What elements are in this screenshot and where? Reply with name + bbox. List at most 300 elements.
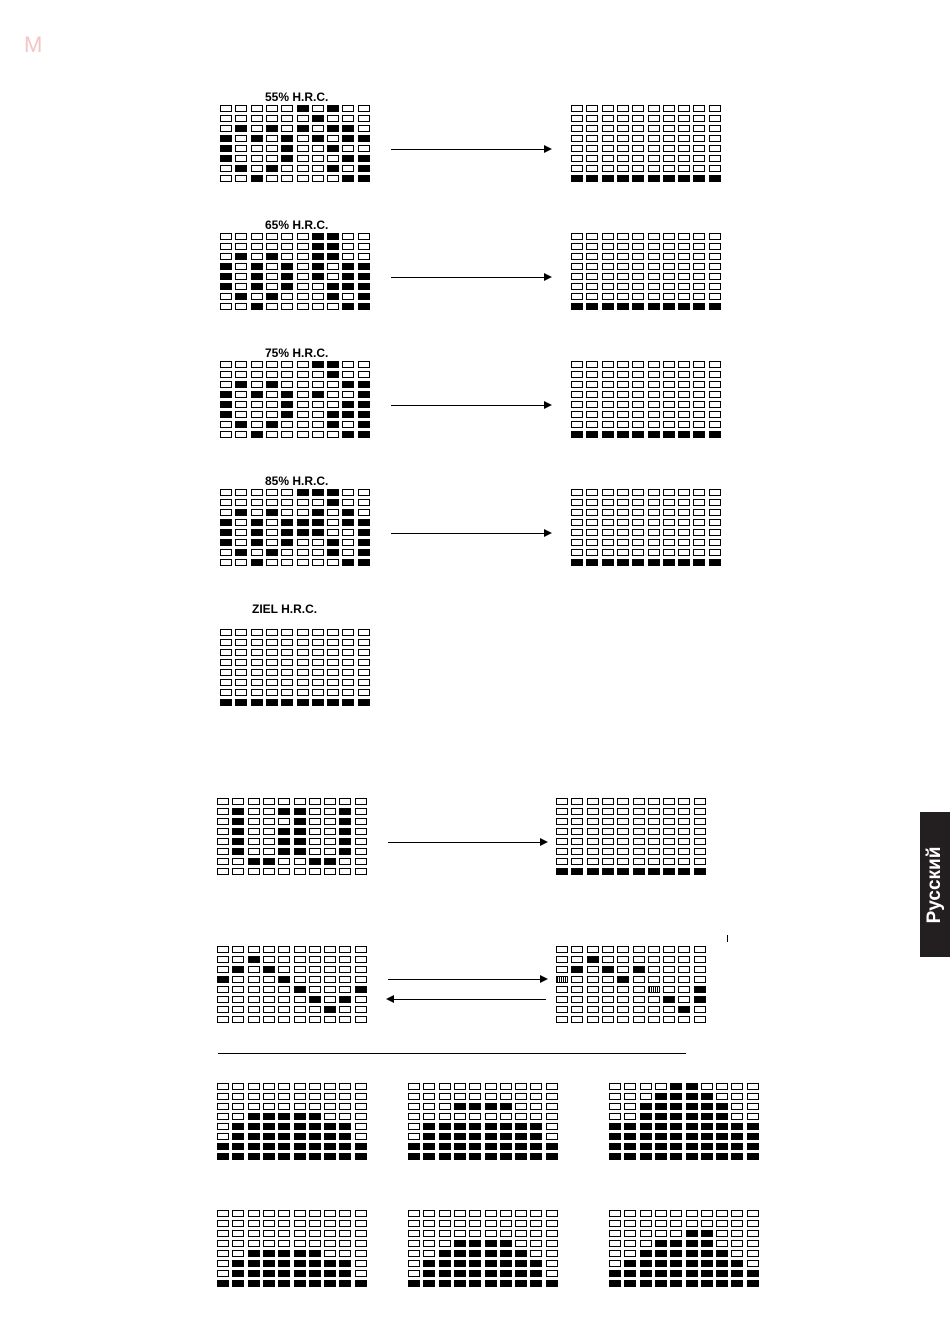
led-segment xyxy=(454,1113,466,1120)
led-segment xyxy=(408,1250,420,1257)
led-segment xyxy=(485,1240,497,1247)
led-segment xyxy=(571,165,583,172)
led-segment xyxy=(515,1143,527,1150)
led-segment xyxy=(648,848,660,855)
led-segment xyxy=(693,263,705,270)
led-segment xyxy=(324,838,336,845)
led-segment xyxy=(640,1153,652,1160)
led-segment xyxy=(312,411,324,418)
led-segment xyxy=(632,549,644,556)
led-segment xyxy=(248,1006,260,1013)
led-segment xyxy=(309,1220,321,1227)
led-segment xyxy=(294,946,306,953)
led-segment xyxy=(232,1230,244,1237)
led-segment xyxy=(500,1093,512,1100)
led-segment xyxy=(632,361,644,368)
led-segment xyxy=(556,966,568,973)
led-segment xyxy=(694,966,706,973)
led-segment xyxy=(586,233,598,240)
led-segment xyxy=(731,1270,743,1277)
led-segment xyxy=(217,818,229,825)
led-segment xyxy=(263,1280,275,1287)
led-segment xyxy=(701,1260,713,1267)
led-segment xyxy=(678,175,690,182)
led-segment xyxy=(655,1280,667,1287)
led-segment xyxy=(747,1093,759,1100)
led-segment xyxy=(294,1260,306,1267)
led-segment xyxy=(648,175,660,182)
led-segment xyxy=(232,1240,244,1247)
led-segment xyxy=(678,361,690,368)
led-segment xyxy=(327,649,339,656)
led-segment xyxy=(342,659,354,666)
led-segment xyxy=(633,828,645,835)
led-segment xyxy=(571,529,583,536)
led-segment xyxy=(355,1093,367,1100)
led-segment xyxy=(309,1210,321,1217)
led-segment xyxy=(571,293,583,300)
led-segment xyxy=(530,1123,542,1130)
led-segment xyxy=(220,253,232,260)
led-segment xyxy=(232,1210,244,1217)
led-segment xyxy=(716,1153,728,1160)
led-segment xyxy=(235,529,247,536)
led-segment xyxy=(693,125,705,132)
led-segment xyxy=(747,1113,759,1120)
led-segment xyxy=(439,1083,451,1090)
led-segment xyxy=(327,263,339,270)
led-segment xyxy=(266,669,278,676)
led-segment xyxy=(312,529,324,536)
led-segment xyxy=(248,1270,260,1277)
led-segment xyxy=(297,411,309,418)
led-segment xyxy=(602,431,614,438)
led-segment xyxy=(587,808,599,815)
led-segment xyxy=(324,1210,336,1217)
led-segment xyxy=(670,1113,682,1120)
led-segment xyxy=(716,1260,728,1267)
led-segment xyxy=(232,966,244,973)
led-segment xyxy=(747,1210,759,1217)
led-segment xyxy=(602,165,614,172)
led-segment xyxy=(248,848,260,855)
led-segment xyxy=(655,1240,667,1247)
led-segment xyxy=(640,1230,652,1237)
led-segment xyxy=(309,1143,321,1150)
led-segment xyxy=(358,669,370,676)
led-segment xyxy=(339,1006,351,1013)
led-segment xyxy=(339,976,351,983)
led-segment xyxy=(312,649,324,656)
led-segment xyxy=(251,529,263,536)
led-segment xyxy=(602,509,614,516)
led-segment xyxy=(251,509,263,516)
led-segment xyxy=(678,539,690,546)
led-segment xyxy=(633,956,645,963)
led-segment xyxy=(220,529,232,536)
led-segment xyxy=(640,1133,652,1140)
led-segment xyxy=(693,145,705,152)
led-segment xyxy=(500,1220,512,1227)
led-segment xyxy=(312,659,324,666)
led-segment xyxy=(278,946,290,953)
led-segment xyxy=(355,976,367,983)
led-segment xyxy=(716,1270,728,1277)
led-segment xyxy=(220,145,232,152)
led-segment xyxy=(309,838,321,845)
led-segment xyxy=(571,828,583,835)
led-segment xyxy=(602,105,614,112)
led-segment xyxy=(515,1153,527,1160)
led-segment xyxy=(587,956,599,963)
led-segment xyxy=(263,1133,275,1140)
led-segment xyxy=(617,165,629,172)
led-segment xyxy=(648,976,660,983)
led-segment xyxy=(586,125,598,132)
led-segment xyxy=(324,798,336,805)
led-segment xyxy=(339,1123,351,1130)
led-segment xyxy=(686,1280,698,1287)
led-segment xyxy=(731,1113,743,1120)
led-segment xyxy=(312,669,324,676)
led-segment xyxy=(701,1123,713,1130)
led-segment xyxy=(454,1260,466,1267)
led-segment xyxy=(327,529,339,536)
led-segment xyxy=(281,293,293,300)
led-segment xyxy=(678,828,690,835)
led-segment xyxy=(263,1230,275,1237)
led-segment xyxy=(617,818,629,825)
led-segment xyxy=(632,125,644,132)
led-segment xyxy=(678,996,690,1003)
led-segment xyxy=(342,115,354,122)
led-segment xyxy=(709,371,721,378)
led-segment xyxy=(678,381,690,388)
led-segment xyxy=(232,828,244,835)
led-segment xyxy=(312,293,324,300)
led-segment xyxy=(281,659,293,666)
led-segment xyxy=(617,996,629,1003)
led-segment xyxy=(747,1270,759,1277)
led-segment xyxy=(678,559,690,566)
led-segment xyxy=(266,639,278,646)
led-segment xyxy=(339,808,351,815)
led-segment xyxy=(294,976,306,983)
led-segment xyxy=(232,1280,244,1287)
led-segment xyxy=(586,361,598,368)
led-segment xyxy=(312,233,324,240)
led-segment xyxy=(693,431,705,438)
led-segment xyxy=(232,1103,244,1110)
led-segment xyxy=(624,1153,636,1160)
led-segment xyxy=(263,848,275,855)
led-segment xyxy=(571,838,583,845)
led-segment xyxy=(294,1123,306,1130)
led-segment xyxy=(632,431,644,438)
led-segment xyxy=(358,519,370,526)
led-segment xyxy=(220,509,232,516)
led-segment xyxy=(251,689,263,696)
led-segment xyxy=(297,699,309,706)
led-segment xyxy=(297,303,309,310)
led-segment xyxy=(235,489,247,496)
led-segment xyxy=(281,263,293,270)
led-segment xyxy=(408,1123,420,1130)
led-segment xyxy=(515,1113,527,1120)
led-segment xyxy=(263,956,275,963)
led-segment xyxy=(663,411,675,418)
led-segment xyxy=(617,559,629,566)
led-segment xyxy=(609,1153,621,1160)
led-segment xyxy=(694,1006,706,1013)
led-segment xyxy=(485,1220,497,1227)
led-segment xyxy=(235,669,247,676)
led-segment xyxy=(716,1103,728,1110)
led-segment xyxy=(235,689,247,696)
led-segment xyxy=(251,155,263,162)
led-segment xyxy=(571,401,583,408)
led-segment xyxy=(342,105,354,112)
led-segment xyxy=(232,1250,244,1257)
led-segment xyxy=(220,361,232,368)
led-segment xyxy=(355,1113,367,1120)
led-segment xyxy=(266,649,278,656)
led-segment xyxy=(342,175,354,182)
led-segment xyxy=(297,165,309,172)
led-segment xyxy=(602,135,614,142)
led-segment xyxy=(266,105,278,112)
led-segment xyxy=(266,273,278,280)
led-segment xyxy=(309,828,321,835)
led-segment xyxy=(632,499,644,506)
led-segment xyxy=(571,135,583,142)
led-segment xyxy=(232,1260,244,1267)
led-segment xyxy=(701,1250,713,1257)
led-segment xyxy=(469,1270,481,1277)
led-segment xyxy=(251,273,263,280)
led-segment xyxy=(355,848,367,855)
led-segment xyxy=(278,1153,290,1160)
led-segment xyxy=(617,966,629,973)
led-segment xyxy=(358,559,370,566)
led-segment xyxy=(297,381,309,388)
led-segment xyxy=(266,549,278,556)
led-segment xyxy=(693,155,705,162)
led-segment xyxy=(358,273,370,280)
led-segment xyxy=(617,105,629,112)
led-segment xyxy=(327,669,339,676)
led-segment xyxy=(602,293,614,300)
led-segment xyxy=(248,1083,260,1090)
led-segment xyxy=(602,391,614,398)
led-segment xyxy=(556,946,568,953)
led-segment xyxy=(640,1280,652,1287)
led-segment xyxy=(339,1240,351,1247)
led-segment xyxy=(327,273,339,280)
led-segment xyxy=(571,175,583,182)
led-segment xyxy=(586,243,598,250)
led-segment xyxy=(294,808,306,815)
led-segment xyxy=(571,115,583,122)
led-segment xyxy=(571,976,583,983)
led-segment xyxy=(648,946,660,953)
led-segment xyxy=(617,848,629,855)
led-segment xyxy=(663,243,675,250)
led-segment xyxy=(716,1143,728,1150)
led-segment xyxy=(716,1250,728,1257)
led-segment xyxy=(602,798,614,805)
led-segment xyxy=(294,1083,306,1090)
led-segment xyxy=(602,381,614,388)
led-segment xyxy=(294,828,306,835)
led-segment xyxy=(266,263,278,270)
led-segment xyxy=(358,549,370,556)
led-segment xyxy=(632,273,644,280)
led-segment xyxy=(546,1143,558,1150)
led-segment xyxy=(266,689,278,696)
led-segment xyxy=(602,1006,614,1013)
led-segment xyxy=(648,519,660,526)
led-segment xyxy=(294,1093,306,1100)
led-segment xyxy=(587,976,599,983)
led-segment xyxy=(423,1133,435,1140)
led-segment xyxy=(281,509,293,516)
led-segment xyxy=(617,371,629,378)
led-segment xyxy=(693,529,705,536)
led-segment xyxy=(278,1006,290,1013)
led-segment xyxy=(731,1153,743,1160)
led-segment xyxy=(324,1280,336,1287)
led-segment xyxy=(571,105,583,112)
led-segment xyxy=(716,1240,728,1247)
led-segment xyxy=(297,659,309,666)
led-segment xyxy=(232,798,244,805)
led-segment xyxy=(602,233,614,240)
led-segment xyxy=(617,868,629,875)
led-segment xyxy=(281,233,293,240)
led-segment xyxy=(731,1220,743,1227)
led-segment xyxy=(571,125,583,132)
led-segment xyxy=(220,519,232,526)
led-segment xyxy=(556,838,568,845)
led-segment xyxy=(678,966,690,973)
led-segment xyxy=(327,499,339,506)
led-segment xyxy=(686,1143,698,1150)
led-segment xyxy=(232,808,244,815)
led-segment xyxy=(263,838,275,845)
led-segment xyxy=(232,986,244,993)
led-segment xyxy=(324,828,336,835)
led-segment xyxy=(358,421,370,428)
led-segment xyxy=(324,1250,336,1257)
led-segment xyxy=(251,303,263,310)
led-segment xyxy=(571,808,583,815)
led-segment xyxy=(602,818,614,825)
led-segment xyxy=(220,263,232,270)
led-segment xyxy=(709,115,721,122)
led-segment xyxy=(747,1280,759,1287)
led-segment xyxy=(312,699,324,706)
led-segment xyxy=(701,1210,713,1217)
led-segment xyxy=(324,1153,336,1160)
led-segment xyxy=(709,303,721,310)
led-segment xyxy=(617,828,629,835)
led-segment xyxy=(648,499,660,506)
led-segment xyxy=(358,639,370,646)
led-segment xyxy=(251,115,263,122)
led-segment xyxy=(342,509,354,516)
led-segment xyxy=(248,996,260,1003)
led-segment xyxy=(648,135,660,142)
led-segment xyxy=(281,411,293,418)
led-segment xyxy=(408,1230,420,1237)
led-segment xyxy=(571,549,583,556)
led-segment xyxy=(235,411,247,418)
led-segment xyxy=(297,243,309,250)
led-segment xyxy=(586,391,598,398)
led-segment xyxy=(663,808,675,815)
led-segment xyxy=(278,868,290,875)
led-segment xyxy=(327,679,339,686)
led-segment xyxy=(358,243,370,250)
led-segment xyxy=(339,838,351,845)
led-segment xyxy=(342,499,354,506)
led-segment xyxy=(686,1153,698,1160)
led-segment xyxy=(251,381,263,388)
led-segment xyxy=(342,135,354,142)
led-segment xyxy=(248,1143,260,1150)
led-segment xyxy=(648,115,660,122)
led-segment xyxy=(633,1006,645,1013)
led-segment xyxy=(266,629,278,636)
led-segment xyxy=(546,1103,558,1110)
led-segment xyxy=(663,966,675,973)
led-segment xyxy=(747,1220,759,1227)
led-segment xyxy=(217,966,229,973)
led-segment xyxy=(248,1260,260,1267)
led-segment xyxy=(500,1133,512,1140)
led-segment xyxy=(648,818,660,825)
led-segment xyxy=(355,1210,367,1217)
led-segment xyxy=(342,629,354,636)
led-segment xyxy=(617,293,629,300)
led-segment xyxy=(232,1113,244,1120)
led-segment xyxy=(342,669,354,676)
led-segment xyxy=(263,966,275,973)
led-segment xyxy=(571,253,583,260)
led-segment xyxy=(355,1270,367,1277)
right-arrow xyxy=(391,277,550,278)
led-segment xyxy=(232,1270,244,1277)
led-segment xyxy=(339,1016,351,1023)
led-segment xyxy=(686,1250,698,1257)
led-segment xyxy=(693,489,705,496)
led-segment xyxy=(648,431,660,438)
led-segment xyxy=(546,1093,558,1100)
led-segment xyxy=(663,165,675,172)
led-segment xyxy=(633,996,645,1003)
led-segment xyxy=(602,976,614,983)
led-segment xyxy=(355,956,367,963)
led-segment xyxy=(263,1143,275,1150)
led-segment xyxy=(693,391,705,398)
led-segment xyxy=(297,361,309,368)
led-segment xyxy=(731,1093,743,1100)
led-segment xyxy=(423,1123,435,1130)
led-segment xyxy=(571,848,583,855)
led-segment xyxy=(263,858,275,865)
led-segment xyxy=(232,946,244,953)
